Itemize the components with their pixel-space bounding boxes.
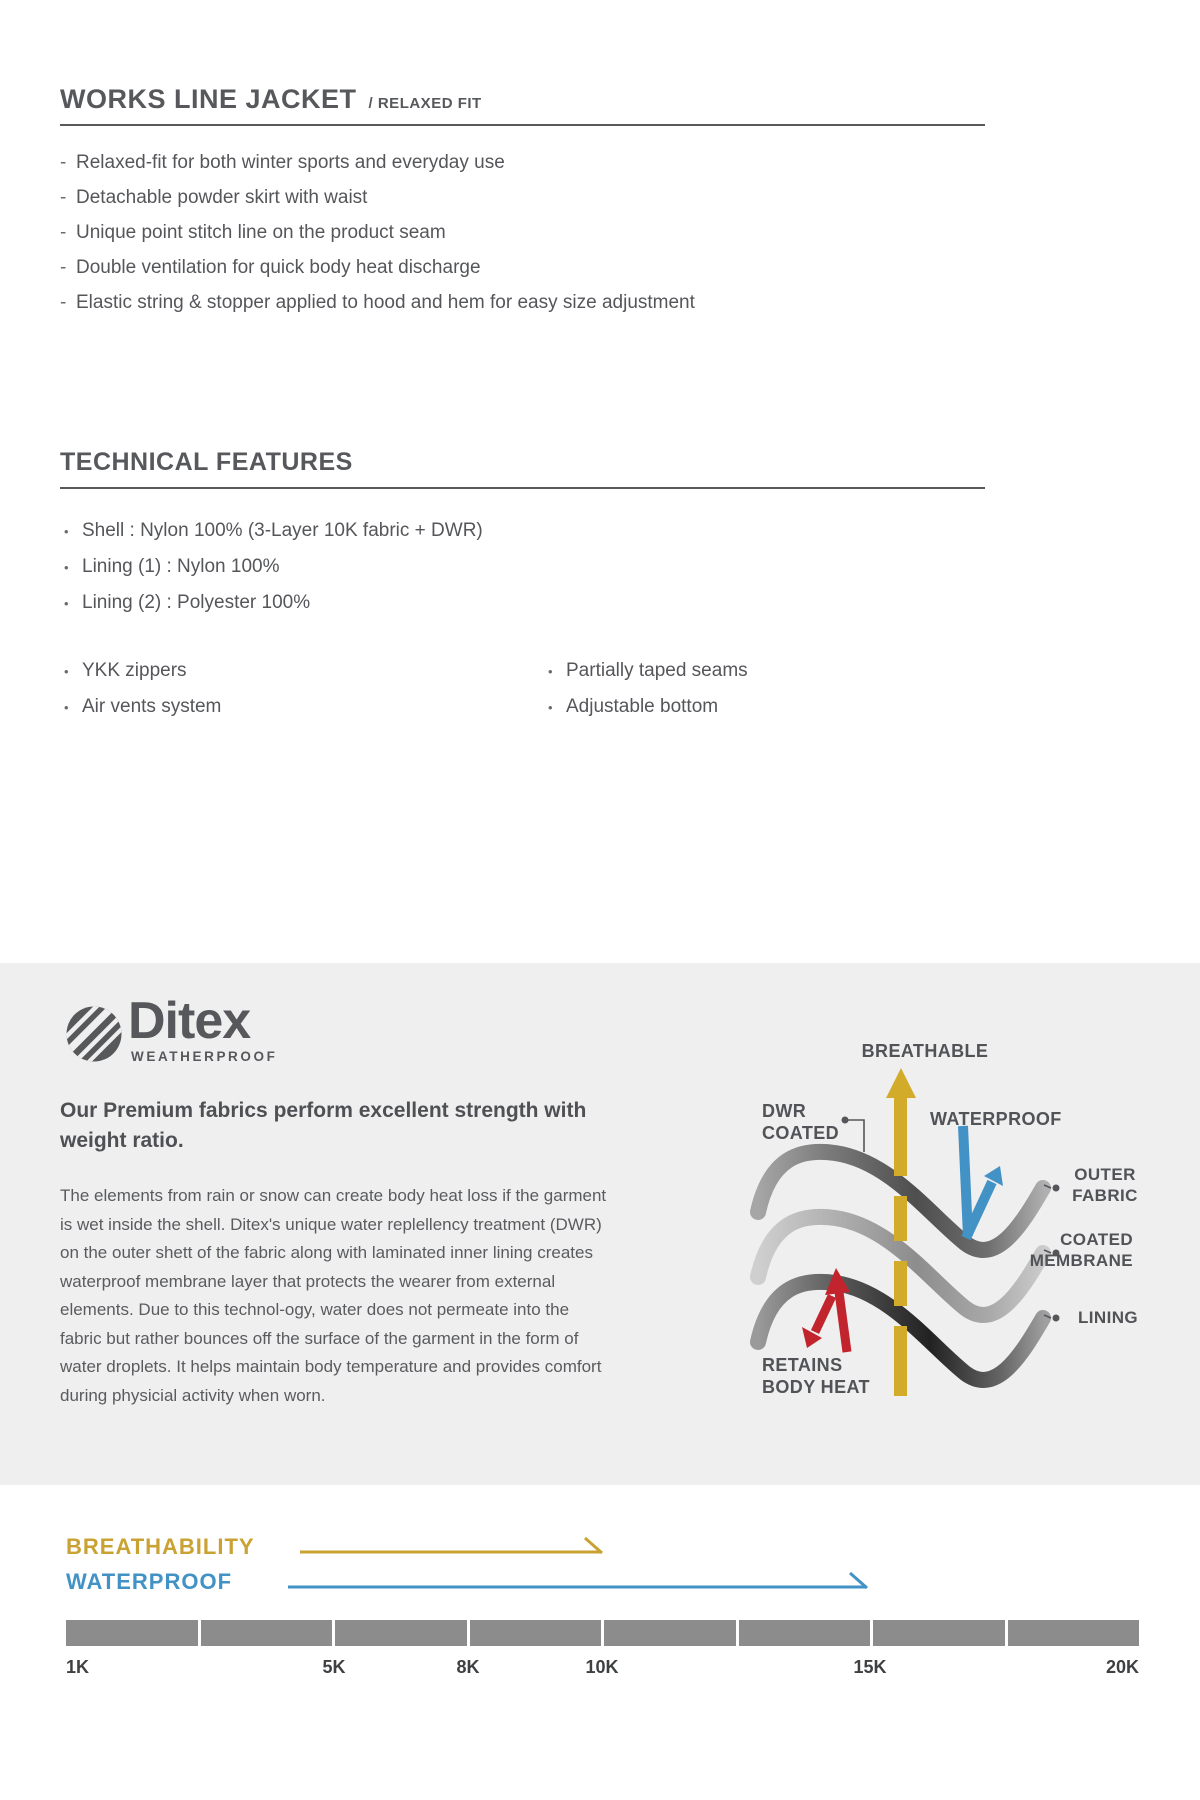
technical-divider [60, 487, 985, 489]
waterproof-arrow-icon [963, 1126, 1003, 1238]
fabric-layers-diagram [650, 1020, 1200, 1430]
breathability-rating-label: BREATHABILITY [66, 1534, 255, 1559]
feature-text: Relaxed-fit for both winter sports and everyday use [76, 152, 505, 173]
product-title: WORKS LINE JACKET [60, 84, 357, 114]
page-title-row [60, 84, 482, 115]
scale-tick-5k: 5K [322, 1657, 346, 1677]
scale-tick-10k: 10K [585, 1657, 619, 1677]
dash-marker: - [60, 152, 67, 173]
dash-marker: - [60, 187, 67, 208]
retains-label-line1: RETAINS [762, 1355, 843, 1375]
bullet-marker: • [64, 524, 69, 539]
technical-features-heading: TECHNICAL FEATURES [60, 448, 353, 476]
breathable-label: BREATHABLE [861, 1041, 989, 1061]
detail-text: Partially taped seams [566, 660, 748, 681]
feature-item [60, 180, 695, 215]
dwr-coated-label [762, 1100, 839, 1144]
scale-bar-segment [1008, 1620, 1140, 1646]
detail-item [64, 653, 221, 689]
feature-item [60, 145, 695, 180]
scale-bar-segment [739, 1620, 871, 1646]
detail-text: YKK zippers [82, 660, 187, 681]
scale-tick-15k: 15K [853, 1657, 887, 1677]
scale-bar-segment [604, 1620, 736, 1646]
feature-text: Detachable powder skirt with waist [76, 187, 368, 208]
dash-marker: - [60, 222, 67, 243]
dwr-label-line1: DWR [762, 1101, 807, 1121]
materials-list [64, 513, 483, 621]
rating-level-lines [0, 1520, 1200, 1610]
waterproof-label: WATERPROOF [930, 1109, 1062, 1129]
material-item [64, 549, 483, 585]
material-text: Shell : Nylon 100% (3-Layer 10K fabric + DWR) [82, 520, 483, 541]
detail-item [548, 689, 748, 725]
waterproof-level-line [288, 1573, 867, 1588]
feature-list [60, 145, 695, 320]
coated-membrane-label [983, 1229, 1133, 1271]
bullet-marker: • [64, 700, 69, 715]
waterproof-rating-label: WATERPROOF [66, 1569, 233, 1594]
fabric-headline: Our Premium fabrics perform excellent strength with weight ratio. [60, 1099, 587, 1152]
rating-scale-bar [66, 1620, 1139, 1646]
bullet-marker: • [548, 664, 553, 679]
dash-marker: - [60, 257, 67, 278]
fit-label: / RELAXED FIT [368, 95, 482, 112]
retains-body-heat-label [762, 1354, 870, 1398]
material-text: Lining (1) : Nylon 100% [82, 556, 280, 577]
scale-bar-segment [470, 1620, 602, 1646]
scale-tick-8k: 8K [456, 1657, 480, 1677]
scale-bar-segment [335, 1620, 467, 1646]
breathable-arrow-icon [886, 1068, 916, 1396]
bullet-marker: • [64, 596, 69, 611]
feature-item [60, 250, 695, 285]
bullet-marker: • [64, 664, 69, 679]
details-list-right [548, 653, 748, 725]
scale-tick-1k: 1K [66, 1657, 90, 1677]
dash-marker: - [60, 292, 67, 313]
feature-item [60, 285, 695, 320]
outer-label-line2: FABRIC [1072, 1186, 1138, 1205]
dwr-label-line2: COATED [762, 1123, 840, 1143]
title-divider [60, 124, 985, 126]
details-list-left [64, 653, 221, 725]
bullet-marker: • [548, 700, 553, 715]
feature-text: Unique point stitch line on the product seam [76, 222, 446, 243]
detail-text: Air vents system [82, 696, 222, 717]
feature-text: Elastic string & stopper applied to hood and hem for easy size adjustment [76, 292, 695, 313]
feature-text: Double ventilation for quick body heat discharge [76, 257, 481, 278]
detail-item [548, 653, 748, 689]
outer-label-line1: OUTER [1074, 1165, 1136, 1184]
material-item [64, 585, 483, 621]
retains-label-line2: BODY HEAT [762, 1377, 870, 1397]
bullet-marker: • [64, 560, 69, 575]
ditex-logo-icon [66, 1006, 122, 1062]
membrane-label-line1: COATED [1060, 1230, 1133, 1249]
scale-bar-segment [873, 1620, 1005, 1646]
material-item [64, 513, 483, 549]
detail-item [64, 689, 221, 725]
material-text: Lining (2) : Polyester 100% [82, 592, 311, 613]
breathability-level-line [300, 1538, 602, 1553]
scale-bar-segment [201, 1620, 333, 1646]
scale-tick-20k: 20K [1105, 1657, 1139, 1677]
scale-bar-segment [66, 1620, 198, 1646]
outer-fabric-label [1058, 1164, 1152, 1206]
brand-subtitle: WEATHERPROOF [131, 1049, 278, 1064]
lining-label: LINING [1078, 1308, 1139, 1327]
feature-item [60, 215, 695, 250]
membrane-label-line2: MEMBRANE [1029, 1251, 1133, 1270]
brand-name: Ditex [128, 992, 251, 1050]
detail-text: Adjustable bottom [566, 696, 719, 717]
fabric-body-text: The elements from rain or snow can create body heat loss if the garment is wet inside the shell. Ditex's unique water replellency treatment (DWR) on the outer shett of the fabric along with laminated inner lining creates waterproof membrane layer that protects the wearer from external elements. Due to this technol-ogy, water does not permeate into the fabric but rather bounces off the surface of the garment in the form of water droplets. It helps maintain body temperature and provides comfort during physicial activity when worn. [60, 1186, 612, 1405]
